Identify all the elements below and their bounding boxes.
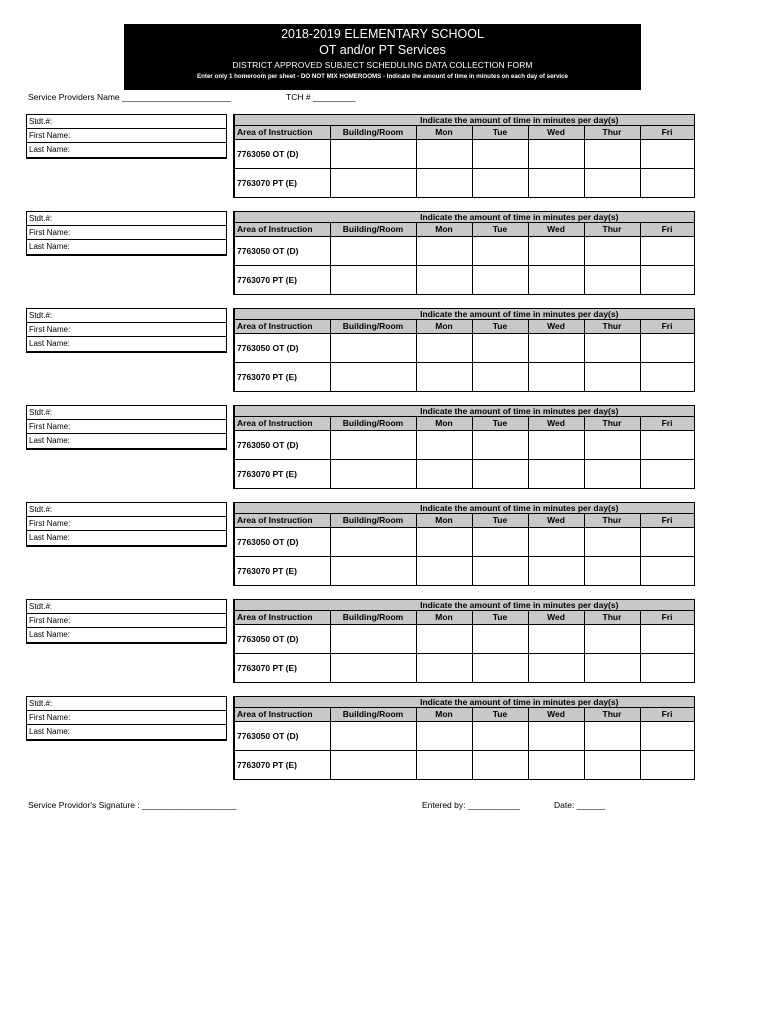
student-info-box: [26, 696, 227, 741]
thur-minutes-cell[interactable]: [584, 557, 640, 586]
wed-minutes-cell[interactable]: [528, 460, 584, 489]
ot-row: [234, 237, 694, 266]
day-header-mon: Mon: [416, 320, 472, 334]
tue-minutes-cell[interactable]: [472, 528, 528, 557]
student-block: [26, 696, 693, 788]
student-block: [26, 502, 693, 594]
day-header-mon: Mon: [416, 611, 472, 625]
student-number-field[interactable]: Stdt.#:: [27, 697, 226, 711]
ot-code-label: 7763050 OT (D): [234, 140, 330, 169]
student-info-box: [26, 211, 227, 256]
day-header-mon: Mon: [416, 514, 472, 528]
fri-minutes-cell[interactable]: [640, 722, 694, 751]
tue-minutes-cell[interactable]: [472, 460, 528, 489]
mon-minutes-cell[interactable]: [416, 722, 472, 751]
building-room-cell[interactable]: [330, 751, 416, 780]
area-of-instruction-header: Area of Instruction: [234, 514, 330, 528]
day-header-fri: Fri: [640, 514, 694, 528]
schedule-table: [233, 696, 695, 780]
fri-minutes-cell[interactable]: [640, 557, 694, 586]
day-header-thur: Thur: [584, 611, 640, 625]
last-name-field[interactable]: Last Name:: [29, 533, 70, 542]
student-block: [26, 599, 693, 691]
building-room-cell[interactable]: [330, 431, 416, 460]
wed-minutes-cell[interactable]: [528, 722, 584, 751]
pt-code-label: 7763070 PT (E): [234, 751, 330, 780]
day-header-wed: Wed: [528, 126, 584, 140]
building-room-header: Building/Room: [330, 514, 416, 528]
fri-minutes-cell[interactable]: [640, 751, 694, 780]
area-of-instruction-header: Area of Instruction: [234, 223, 330, 237]
wed-minutes-cell[interactable]: [528, 140, 584, 169]
day-header-wed: Wed: [528, 514, 584, 528]
area-of-instruction-header: Area of Instruction: [234, 320, 330, 334]
entered-by-field[interactable]: Entered by: ___________: [422, 800, 520, 810]
wed-minutes-cell[interactable]: [528, 751, 584, 780]
area-of-instruction-header: Area of Instruction: [234, 708, 330, 722]
day-header-thur: Thur: [584, 223, 640, 237]
fri-minutes-cell[interactable]: [640, 266, 694, 295]
day-header-tue: Tue: [472, 223, 528, 237]
thur-minutes-cell[interactable]: [584, 334, 640, 363]
thur-minutes-cell[interactable]: [584, 751, 640, 780]
mon-minutes-cell[interactable]: [416, 431, 472, 460]
schedule-title: Indicate the amount of time in minutes per day(s): [234, 600, 694, 611]
thur-minutes-cell[interactable]: [584, 169, 640, 198]
ot-code-label: 7763050 OT (D): [234, 237, 330, 266]
schedule-table: [233, 211, 695, 295]
pt-code-label: 7763070 PT (E): [234, 557, 330, 586]
schedule-table: [233, 502, 695, 586]
area-of-instruction-header: Area of Instruction: [234, 417, 330, 431]
day-header-tue: Tue: [472, 708, 528, 722]
tue-minutes-cell[interactable]: [472, 654, 528, 683]
mon-minutes-cell[interactable]: [416, 460, 472, 489]
student-number-field[interactable]: Stdt.#:: [27, 309, 226, 323]
day-header-wed: Wed: [528, 417, 584, 431]
pt-row: [234, 460, 694, 489]
building-room-cell[interactable]: [330, 237, 416, 266]
schedule-table: [233, 114, 695, 198]
ot-code-label: 7763050 OT (D): [234, 431, 330, 460]
tch-number-field[interactable]: TCH # _________: [286, 92, 356, 102]
form-title: 2018-2019 ELEMENTARY SCHOOL: [281, 27, 484, 41]
schedule-table: [233, 405, 695, 489]
tue-minutes-cell[interactable]: [472, 140, 528, 169]
wed-minutes-cell[interactable]: [528, 363, 584, 392]
mon-minutes-cell[interactable]: [416, 528, 472, 557]
fri-minutes-cell[interactable]: [640, 528, 694, 557]
building-room-cell[interactable]: [330, 557, 416, 586]
day-header-tue: Tue: [472, 417, 528, 431]
ot-code-label: 7763050 OT (D): [234, 528, 330, 557]
student-number-field[interactable]: Stdt.#:: [27, 115, 226, 129]
wed-minutes-cell[interactable]: [528, 431, 584, 460]
thur-minutes-cell[interactable]: [584, 654, 640, 683]
day-header-wed: Wed: [528, 611, 584, 625]
student-block: [26, 405, 693, 497]
day-header-fri: Fri: [640, 320, 694, 334]
day-header-thur: Thur: [584, 417, 640, 431]
schedule-title: Indicate the amount of time in minutes per day(s): [234, 212, 694, 223]
fri-minutes-cell[interactable]: [640, 169, 694, 198]
wed-minutes-cell[interactable]: [528, 625, 584, 654]
building-room-cell[interactable]: [330, 266, 416, 295]
building-room-header: Building/Room: [330, 417, 416, 431]
schedule-title: Indicate the amount of time in minutes per day(s): [234, 503, 694, 514]
building-room-header: Building/Room: [330, 126, 416, 140]
first-name-field[interactable]: First Name:: [27, 711, 226, 725]
signature-field[interactable]: Service Providor's Signature : ____________________: [28, 800, 237, 810]
ot-code-label: 7763050 OT (D): [234, 722, 330, 751]
day-header-mon: Mon: [416, 223, 472, 237]
ot-row: [234, 334, 694, 363]
pt-row: [234, 751, 694, 780]
student-block: [26, 114, 693, 206]
form-name: DISTRICT APPROVED SUBJECT SCHEDULING DATA COLLECTION FORM: [232, 60, 533, 70]
pt-row: [234, 363, 694, 392]
schedule-title: Indicate the amount of time in minutes per day(s): [234, 406, 694, 417]
day-header-fri: Fri: [640, 708, 694, 722]
building-room-header: Building/Room: [330, 611, 416, 625]
building-room-cell[interactable]: [330, 140, 416, 169]
wed-minutes-cell[interactable]: [528, 654, 584, 683]
mon-minutes-cell[interactable]: [416, 237, 472, 266]
form-header: [124, 24, 641, 90]
day-header-wed: Wed: [528, 223, 584, 237]
thur-minutes-cell[interactable]: [584, 722, 640, 751]
wed-minutes-cell[interactable]: [528, 266, 584, 295]
schedule-title: Indicate the amount of time in minutes per day(s): [234, 309, 694, 320]
student-number-field[interactable]: Stdt.#:: [27, 212, 226, 226]
last-name-field[interactable]: Last Name:: [29, 727, 70, 736]
ot-row: [234, 722, 694, 751]
student-number-field[interactable]: Stdt.#:: [27, 600, 226, 614]
ot-row: [234, 528, 694, 557]
schedule-table: [233, 599, 695, 683]
pt-row: [234, 557, 694, 586]
fri-minutes-cell[interactable]: [640, 431, 694, 460]
building-room-cell[interactable]: [330, 625, 416, 654]
last-name-field[interactable]: Last Name:: [29, 242, 70, 251]
fri-minutes-cell[interactable]: [640, 140, 694, 169]
thur-minutes-cell[interactable]: [584, 528, 640, 557]
day-header-fri: Fri: [640, 223, 694, 237]
mon-minutes-cell[interactable]: [416, 266, 472, 295]
pt-code-label: 7763070 PT (E): [234, 654, 330, 683]
pt-code-label: 7763070 PT (E): [234, 169, 330, 198]
wed-minutes-cell[interactable]: [528, 237, 584, 266]
thur-minutes-cell[interactable]: [584, 237, 640, 266]
student-block: [26, 308, 693, 400]
day-header-wed: Wed: [528, 320, 584, 334]
last-name-field[interactable]: Last Name:: [29, 339, 70, 348]
student-info-box: [26, 114, 227, 159]
form-subtitle: OT and/or PT Services: [319, 43, 446, 57]
tue-minutes-cell[interactable]: [472, 237, 528, 266]
last-name-field[interactable]: Last Name:: [29, 436, 70, 445]
last-name-field[interactable]: Last Name:: [29, 145, 70, 154]
fri-minutes-cell[interactable]: [640, 625, 694, 654]
ot-row: [234, 431, 694, 460]
day-header-tue: Tue: [472, 514, 528, 528]
ot-row: [234, 140, 694, 169]
mon-minutes-cell[interactable]: [416, 334, 472, 363]
first-name-field[interactable]: First Name:: [27, 323, 226, 337]
building-room-cell[interactable]: [330, 363, 416, 392]
fri-minutes-cell[interactable]: [640, 654, 694, 683]
area-of-instruction-header: Area of Instruction: [234, 611, 330, 625]
day-header-fri: Fri: [640, 417, 694, 431]
wed-minutes-cell[interactable]: [528, 169, 584, 198]
tue-minutes-cell[interactable]: [472, 625, 528, 654]
tue-minutes-cell[interactable]: [472, 557, 528, 586]
day-header-thur: Thur: [584, 514, 640, 528]
student-info-box: [26, 502, 227, 547]
mon-minutes-cell[interactable]: [416, 140, 472, 169]
date-field[interactable]: Date: ______: [554, 800, 606, 810]
day-header-thur: Thur: [584, 708, 640, 722]
tue-minutes-cell[interactable]: [472, 431, 528, 460]
pt-row: [234, 654, 694, 683]
schedule-table: [233, 308, 695, 392]
tue-minutes-cell[interactable]: [472, 334, 528, 363]
day-header-thur: Thur: [584, 320, 640, 334]
day-header-tue: Tue: [472, 320, 528, 334]
form-instructions: Enter only 1 homeroom per sheet - DO NOT MIX HOMEROOMS - Indicate the amount of time in minutes on each day of service: [197, 73, 568, 80]
day-header-mon: Mon: [416, 708, 472, 722]
mon-minutes-cell[interactable]: [416, 751, 472, 780]
day-header-mon: Mon: [416, 126, 472, 140]
mon-minutes-cell[interactable]: [416, 557, 472, 586]
last-name-field[interactable]: Last Name:: [29, 630, 70, 639]
provider-name-field[interactable]: Service Providers Name _______________________: [28, 92, 231, 102]
mon-minutes-cell[interactable]: [416, 625, 472, 654]
day-header-wed: Wed: [528, 708, 584, 722]
student-block: [26, 211, 693, 303]
tue-minutes-cell[interactable]: [472, 169, 528, 198]
student-number-field[interactable]: Stdt.#:: [27, 406, 226, 420]
student-number-field[interactable]: Stdt.#:: [27, 503, 226, 517]
thur-minutes-cell[interactable]: [584, 431, 640, 460]
ot-code-label: 7763050 OT (D): [234, 334, 330, 363]
schedule-title: Indicate the amount of time in minutes per day(s): [234, 115, 694, 126]
wed-minutes-cell[interactable]: [528, 528, 584, 557]
fri-minutes-cell[interactable]: [640, 237, 694, 266]
building-room-header: Building/Room: [330, 320, 416, 334]
building-room-header: Building/Room: [330, 223, 416, 237]
tue-minutes-cell[interactable]: [472, 722, 528, 751]
fri-minutes-cell[interactable]: [640, 334, 694, 363]
building-room-cell[interactable]: [330, 334, 416, 363]
schedule-title: Indicate the amount of time in minutes per day(s): [234, 697, 694, 708]
day-header-mon: Mon: [416, 417, 472, 431]
first-name-field[interactable]: First Name:: [27, 129, 226, 143]
thur-minutes-cell[interactable]: [584, 266, 640, 295]
tue-minutes-cell[interactable]: [472, 363, 528, 392]
pt-code-label: 7763070 PT (E): [234, 363, 330, 392]
building-room-header: Building/Room: [330, 708, 416, 722]
mon-minutes-cell[interactable]: [416, 654, 472, 683]
day-header-fri: Fri: [640, 611, 694, 625]
student-info-box: [26, 308, 227, 353]
thur-minutes-cell[interactable]: [584, 460, 640, 489]
thur-minutes-cell[interactable]: [584, 363, 640, 392]
day-header-tue: Tue: [472, 126, 528, 140]
thur-minutes-cell[interactable]: [584, 625, 640, 654]
fri-minutes-cell[interactable]: [640, 460, 694, 489]
day-header-tue: Tue: [472, 611, 528, 625]
first-name-field[interactable]: First Name:: [27, 517, 226, 531]
fri-minutes-cell[interactable]: [640, 363, 694, 392]
wed-minutes-cell[interactable]: [528, 557, 584, 586]
first-name-field[interactable]: First Name:: [27, 226, 226, 240]
pt-row: [234, 266, 694, 295]
day-header-fri: Fri: [640, 126, 694, 140]
tue-minutes-cell[interactable]: [472, 751, 528, 780]
mon-minutes-cell[interactable]: [416, 363, 472, 392]
ot-row: [234, 625, 694, 654]
pt-row: [234, 169, 694, 198]
first-name-field[interactable]: First Name:: [27, 420, 226, 434]
mon-minutes-cell[interactable]: [416, 169, 472, 198]
building-room-cell[interactable]: [330, 460, 416, 489]
building-room-cell[interactable]: [330, 528, 416, 557]
student-info-box: [26, 405, 227, 450]
building-room-cell[interactable]: [330, 169, 416, 198]
wed-minutes-cell[interactable]: [528, 334, 584, 363]
pt-code-label: 7763070 PT (E): [234, 266, 330, 295]
building-room-cell[interactable]: [330, 654, 416, 683]
pt-code-label: 7763070 PT (E): [234, 460, 330, 489]
day-header-thur: Thur: [584, 126, 640, 140]
student-info-box: [26, 599, 227, 644]
ot-code-label: 7763050 OT (D): [234, 625, 330, 654]
building-room-cell[interactable]: [330, 722, 416, 751]
tue-minutes-cell[interactable]: [472, 266, 528, 295]
area-of-instruction-header: Area of Instruction: [234, 126, 330, 140]
thur-minutes-cell[interactable]: [584, 140, 640, 169]
first-name-field[interactable]: First Name:: [27, 614, 226, 628]
